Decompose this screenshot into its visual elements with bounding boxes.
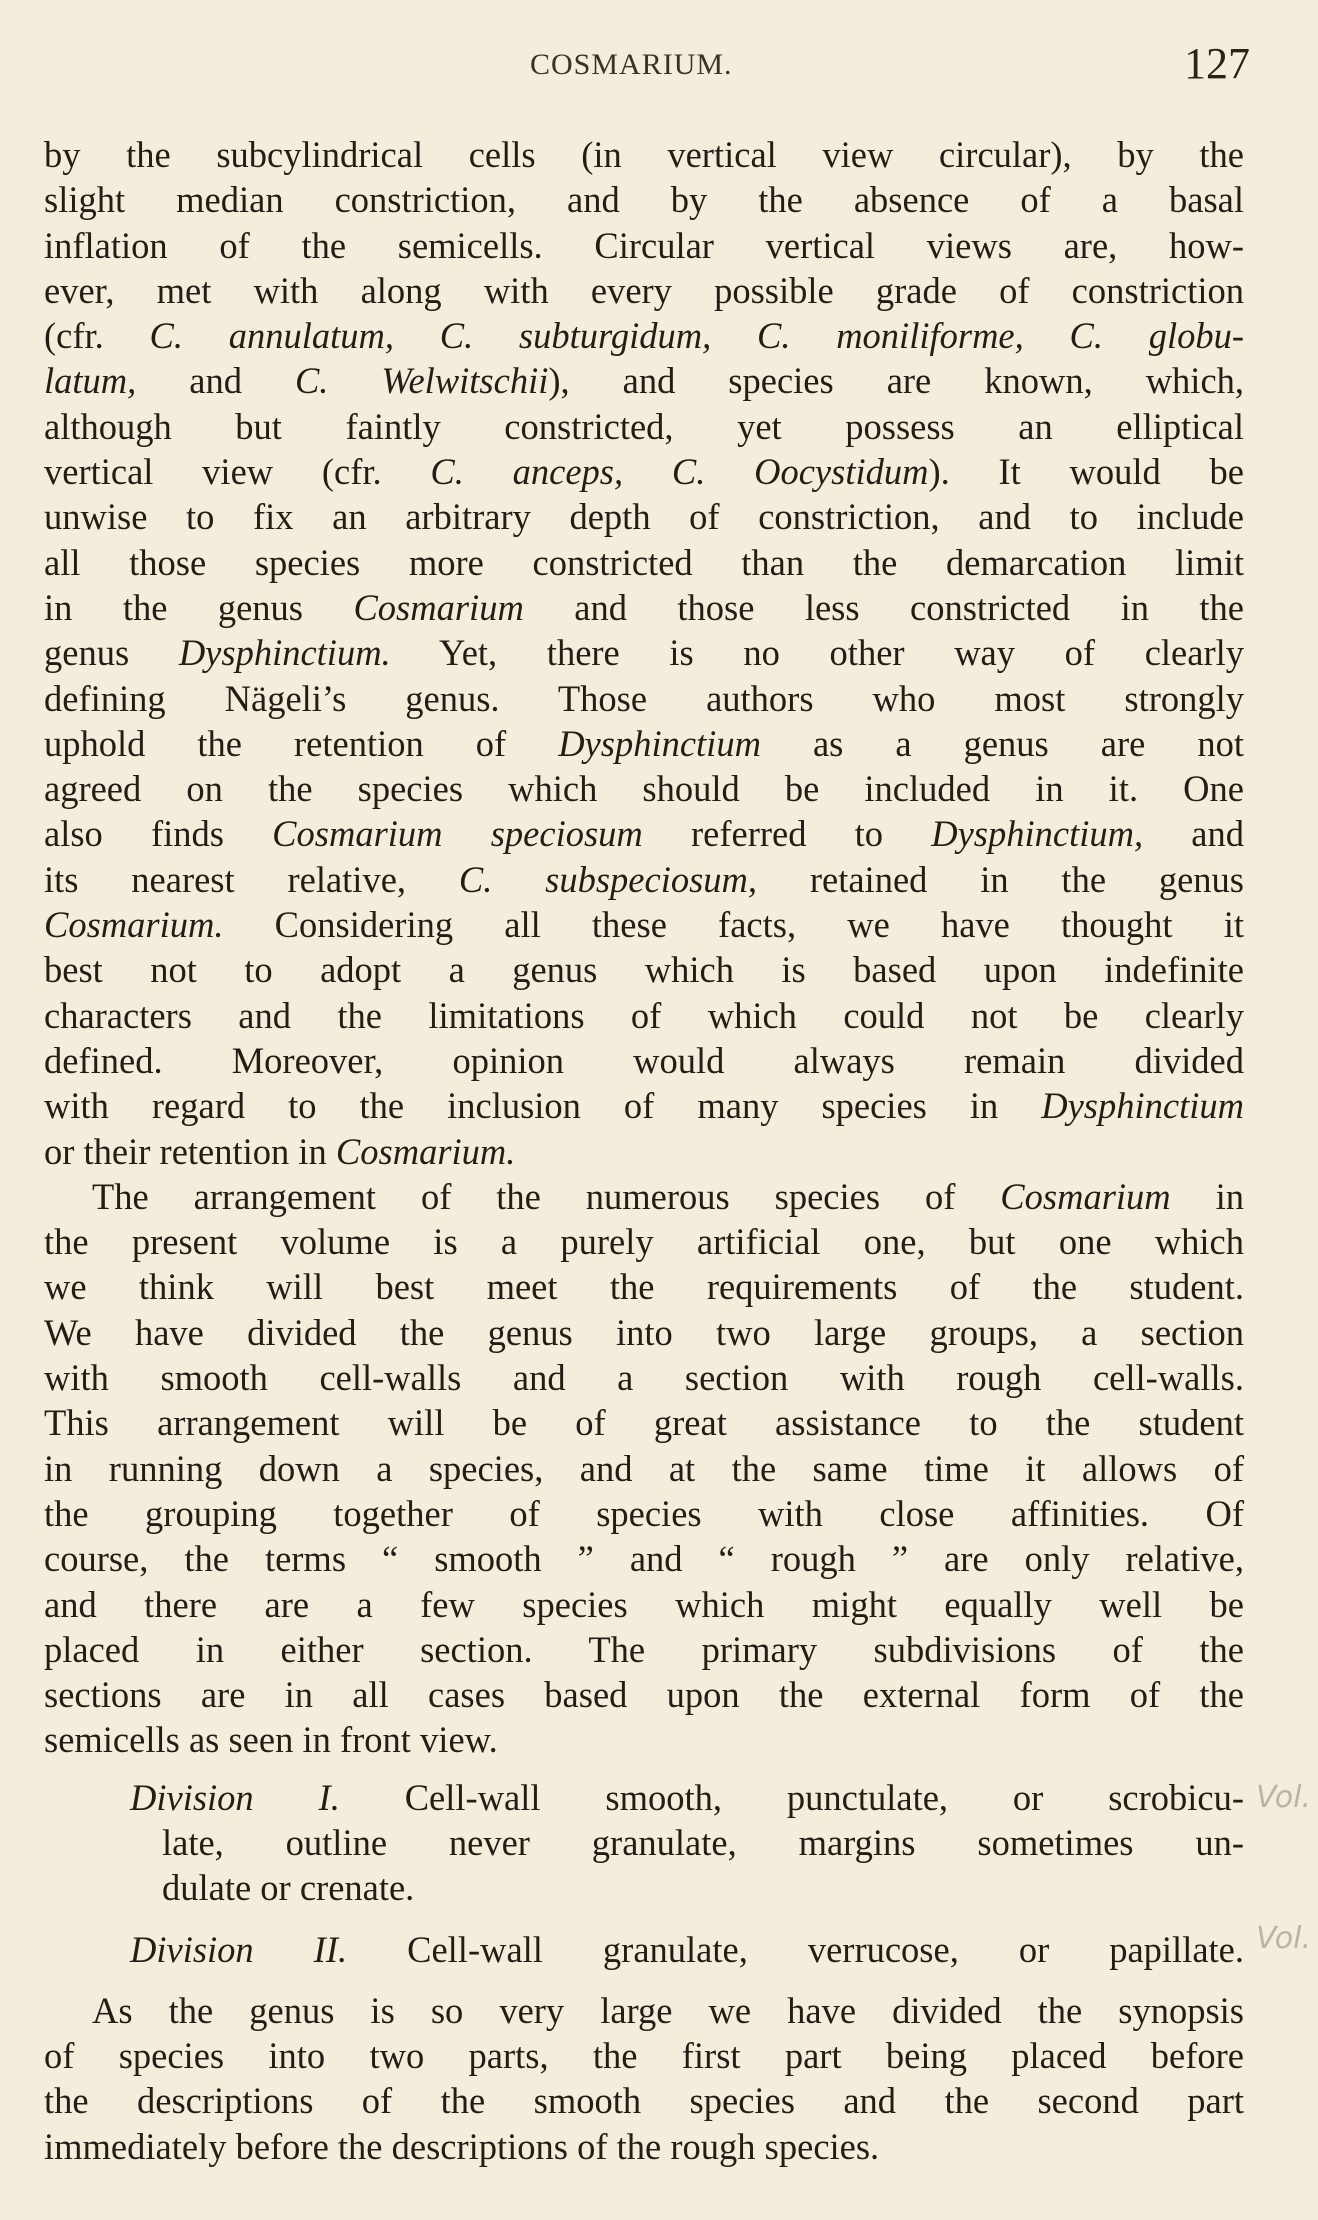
text-line — [44, 811, 1244, 856]
text-line: dulate or crenate. — [162, 1867, 415, 1909]
text-run: (cfr. — [44, 315, 150, 357]
genus-name: Dysphinctium — [1041, 1085, 1244, 1127]
spacer — [44, 1972, 1244, 1988]
text-line — [44, 630, 1244, 675]
text-run: The arrangement of the numerous species of — [92, 1175, 1001, 1217]
paragraph-1 — [44, 132, 1244, 1174]
genus-name: Dysphinctium. — [178, 632, 391, 674]
text-line: defining Nägeli’s genus. Those authors who most strongly — [44, 677, 1244, 719]
text-run: with regard to the inclusion of many species in — [44, 1085, 1042, 1127]
margin-annotation: Vol. — [1256, 1921, 1311, 1956]
division-label: Division II. — [130, 1928, 348, 1970]
paragraph-2 — [44, 1174, 1244, 1763]
text-run: and those less constricted in the — [523, 586, 1244, 628]
text-line: all those species more constricted than the demarcation limit — [44, 541, 1244, 583]
text-line: of species into two parts, the first part being placed before — [44, 2035, 1244, 2077]
species-name: C. Welwitschii — [294, 360, 549, 402]
text-line: We have divided the genus into two large groups, a section — [44, 1311, 1244, 1353]
text-line — [44, 1129, 1244, 1174]
paragraph-3 — [44, 1988, 1244, 2169]
genus-name: Cosmarium — [1000, 1175, 1171, 1217]
text-run: referred to — [642, 813, 932, 855]
text-run: in — [1170, 1175, 1244, 1217]
division-label: Division I. — [130, 1776, 340, 1818]
species-name: C. anceps, C. Oocystidum — [430, 451, 929, 493]
text-run: Considering all these facts, we have thought it — [223, 904, 1244, 946]
page-number: 127 — [1184, 39, 1250, 88]
text-line: we think will best meet the requirements of the student. — [44, 1266, 1244, 1308]
text-line: the descriptions of the smooth species and the second part — [44, 2080, 1244, 2122]
text-line — [44, 1174, 1244, 1219]
text-run: also finds — [44, 813, 273, 855]
genus-name: Dysphinctium, — [931, 813, 1144, 855]
text-run: vertical view (cfr. — [44, 451, 431, 493]
genus-name: Dysphinctium — [558, 722, 761, 764]
text-line: semicells as seen in front view. — [44, 1719, 498, 1761]
text-line: immediately before the descriptions of the rough species. — [44, 2125, 880, 2167]
text-run: retained in the genus — [757, 858, 1244, 900]
text-line: the grouping together of species with close affinities. Of — [44, 1492, 1244, 1534]
text-run: or their retention in — [44, 1130, 336, 1172]
text-run: and — [1143, 813, 1244, 855]
text-run: ). It would be — [928, 451, 1245, 493]
text-run: genus — [44, 632, 179, 674]
text-line — [44, 1927, 1244, 1972]
species-name: Cosmarium speciosum — [272, 813, 643, 855]
text-run: Cell-wall granulate, verrucose, or papillate. — [347, 1928, 1245, 1970]
text-line: ever, met with along with every possible grade of constriction — [44, 269, 1244, 311]
genus-name: Cosmarium. — [44, 904, 224, 946]
text-line: defined. Moreover, opinion would always remain divided — [44, 1039, 1244, 1081]
text-line — [44, 449, 1244, 494]
text-line: characters and the limitations of which could not be clearly — [44, 994, 1244, 1036]
text-line: inflation of the semicells. Circular vertical views are, how- — [44, 224, 1244, 266]
spacer — [44, 1911, 1244, 1927]
running-head — [0, 38, 1318, 88]
text-run: in the genus — [44, 586, 354, 628]
text-run: Yet, there is no other way of clearly — [390, 632, 1245, 674]
text-run: as a genus are not — [760, 722, 1244, 764]
text-line: sections are in all cases based upon the external form of the — [44, 1674, 1244, 1716]
text-line: the present volume is a purely artificial one, but one which — [44, 1221, 1244, 1263]
text-line: As the genus is so very large we have divided the synopsis — [92, 1989, 1244, 2031]
text-run: Cell-wall smooth, punctulate, or scrobicu- — [339, 1776, 1244, 1818]
text-line — [44, 902, 1244, 947]
text-run: ), and species are known, which, — [548, 360, 1245, 402]
text-line — [44, 1083, 1244, 1128]
text-line: course, the terms “ smooth ” and “ rough ” are only relative, — [44, 1538, 1244, 1580]
text-run: its nearest relative, — [44, 858, 459, 900]
species-name: C. subspeciosum, — [458, 858, 758, 900]
text-line: unwise to fix an arbitrary depth of constriction, and to include — [44, 496, 1244, 538]
text-line: although but faintly constricted, yet possess an elliptical — [44, 405, 1244, 447]
text-run: uphold the retention of — [44, 722, 559, 764]
text-line: agreed on the species which should be included in it. One — [44, 768, 1244, 810]
species-name: C. annulatum, C. subturgidum, C. moniliforme, C. globu- — [149, 315, 1244, 357]
text-line: and there are a few species which might equally well be — [44, 1583, 1244, 1625]
text-line: placed in either section. The primary subdivisions of the — [44, 1628, 1244, 1670]
body-text — [44, 132, 1244, 2169]
division-2 — [44, 1927, 1244, 1972]
text-line — [44, 585, 1244, 630]
species-name: latum, — [44, 360, 137, 402]
text-run: and — [136, 360, 295, 402]
text-line: This arrangement will be of great assistance to the student — [44, 1402, 1244, 1444]
text-line — [44, 857, 1244, 902]
text-line: best not to adopt a genus which is based upon indefinite — [44, 949, 1244, 991]
running-title: COSMARIUM. — [530, 48, 733, 81]
text-line — [44, 313, 1244, 358]
text-line: in running down a species, and at the same time it allows of — [44, 1447, 1244, 1489]
text-line: by the subcylindrical cells (in vertical view circular), by the — [44, 134, 1244, 175]
genus-name: Cosmarium — [353, 586, 524, 628]
text-line — [44, 721, 1244, 766]
genus-name: Cosmarium. — [335, 1130, 516, 1172]
text-line: with smooth cell-walls and a section with rough cell-walls. — [44, 1357, 1244, 1399]
text-line: slight median constriction, and by the absence of a basal — [44, 179, 1244, 221]
division-1 — [44, 1775, 1244, 1911]
text-line: late, outline never granulate, margins sometimes un- — [162, 1821, 1244, 1863]
text-line — [44, 1775, 1244, 1820]
text-line — [44, 358, 1244, 403]
margin-annotation: Vol. — [1256, 1780, 1311, 1815]
spacer — [44, 1763, 1244, 1775]
